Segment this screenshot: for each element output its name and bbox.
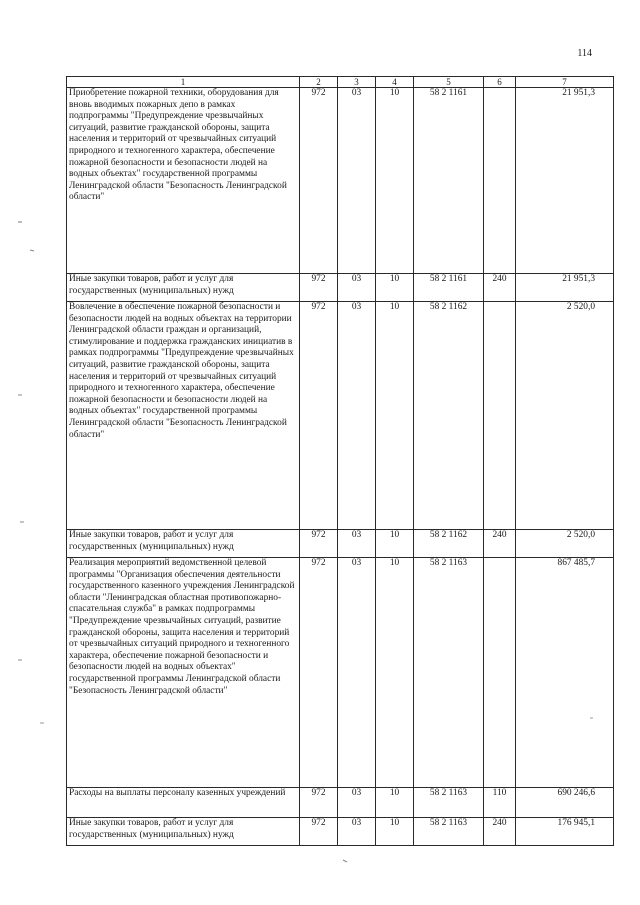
column-header: 4 xyxy=(376,77,414,88)
expense-name: Иные закупки товаров, работ и услуг для государственных (муниципальных) нужд xyxy=(67,530,300,558)
amount: 2 520,0 xyxy=(516,302,614,530)
amount: 690 246,6 xyxy=(516,788,614,818)
expense-type-code: 240 xyxy=(484,274,516,302)
expense-name: Иные закупки товаров, работ и услуг для государственных (муниципальных) нужд xyxy=(67,274,300,302)
subsection-code: 10 xyxy=(376,88,414,274)
amount: 176 945,1 xyxy=(516,818,614,846)
amount: 2 520,0 xyxy=(516,530,614,558)
expense-name: Вовлечение в обеспечение пожарной безопасности и безопасности людей на водных объектах на территории Ленинградской области граждан и организаций, стимулирование и поддержка гражданских инициатив в рамках подпрограммы "Предупреждение чрезвычайных ситуаций, развитие гражданской обороны, защита населения и территорий от чрезвычайных ситуаций природного и техногенного характера, обеспечение пожарной безопасности и безопасности людей на водных объектах" государственной программы Ленинградской области "Безопасность Ленинградской области" xyxy=(67,302,300,530)
expense-type-code: 240 xyxy=(484,530,516,558)
ministry-code: 972 xyxy=(300,88,338,274)
target-code: 58 2 1161 xyxy=(414,274,484,302)
expense-name: Реализация мероприятий ведомственной целевой программы "Организация обеспечения деятельности государственного казенного учреждения Ленинградской области "Ленинградская областная противопожарно-спасательная служба" в рамках подпрограммы "Предупреждение чрезвычайных ситуаций, развитие гражданской обороны, защита населения и территорий от чрезвычайных ситуаций природного и техногенного характера, обеспечение пожарной безопасности и безопасности людей на водных объектах" государственной программы Ленинградской области "Безопасность Ленинградской области" xyxy=(67,558,300,788)
ministry-code: 972 xyxy=(300,818,338,846)
section-code: 03 xyxy=(338,818,376,846)
column-header: 7 xyxy=(516,77,614,88)
target-code: 58 2 1162 xyxy=(414,302,484,530)
column-header: 2 xyxy=(300,77,338,88)
target-code: 58 2 1162 xyxy=(414,530,484,558)
amount: 867 485,7 xyxy=(516,558,614,788)
section-code: 03 xyxy=(338,558,376,788)
ministry-code: 972 xyxy=(300,302,338,530)
expense-name: Расходы на выплаты персоналу казенных учреждений xyxy=(67,788,300,818)
ministry-code: 972 xyxy=(300,558,338,788)
ministry-code: 972 xyxy=(300,530,338,558)
subsection-code: 10 xyxy=(376,788,414,818)
ministry-code: 972 xyxy=(300,788,338,818)
target-code: 58 2 1163 xyxy=(414,558,484,788)
section-code: 03 xyxy=(338,530,376,558)
subsection-code: 10 xyxy=(376,302,414,530)
section-code: 03 xyxy=(338,88,376,274)
ministry-code: 972 xyxy=(300,274,338,302)
amount: 21 951,3 xyxy=(516,274,614,302)
column-header: 3 xyxy=(338,77,376,88)
column-header: 6 xyxy=(484,77,516,88)
target-code: 58 2 1163 xyxy=(414,818,484,846)
subsection-code: 10 xyxy=(376,818,414,846)
subsection-code: 10 xyxy=(376,558,414,788)
subsection-code: 10 xyxy=(376,530,414,558)
section-code: 03 xyxy=(338,788,376,818)
amount: 21 951,3 xyxy=(516,88,614,274)
subsection-code: 10 xyxy=(376,274,414,302)
expense-name: Приобретение пожарной техники, оборудования для вновь вводимых пожарных депо в рамках подпрограммы "Предупреждение чрезвычайных ситуаций, развитие гражданской обороны, защита населения и территорий от чрезвычайных ситуаций природного и техногенного характера, обеспечение пожарной безопасности и безопасности людей на водных объектах" государственной программы Ленинградской области "Безопасность Ленинградской области" xyxy=(67,88,300,274)
target-code: 58 2 1163 xyxy=(414,788,484,818)
column-header: 5 xyxy=(414,77,484,88)
section-code: 03 xyxy=(338,274,376,302)
target-code: 58 2 1161 xyxy=(414,88,484,274)
page-number: 114 xyxy=(577,48,592,59)
expense-name: Иные закупки товаров, работ и услуг для государственных (муниципальных) нужд xyxy=(67,818,300,846)
expense-type-code: 240 xyxy=(484,818,516,846)
expense-type-code: 110 xyxy=(484,788,516,818)
section-code: 03 xyxy=(338,302,376,530)
column-header: 1 xyxy=(67,77,300,88)
